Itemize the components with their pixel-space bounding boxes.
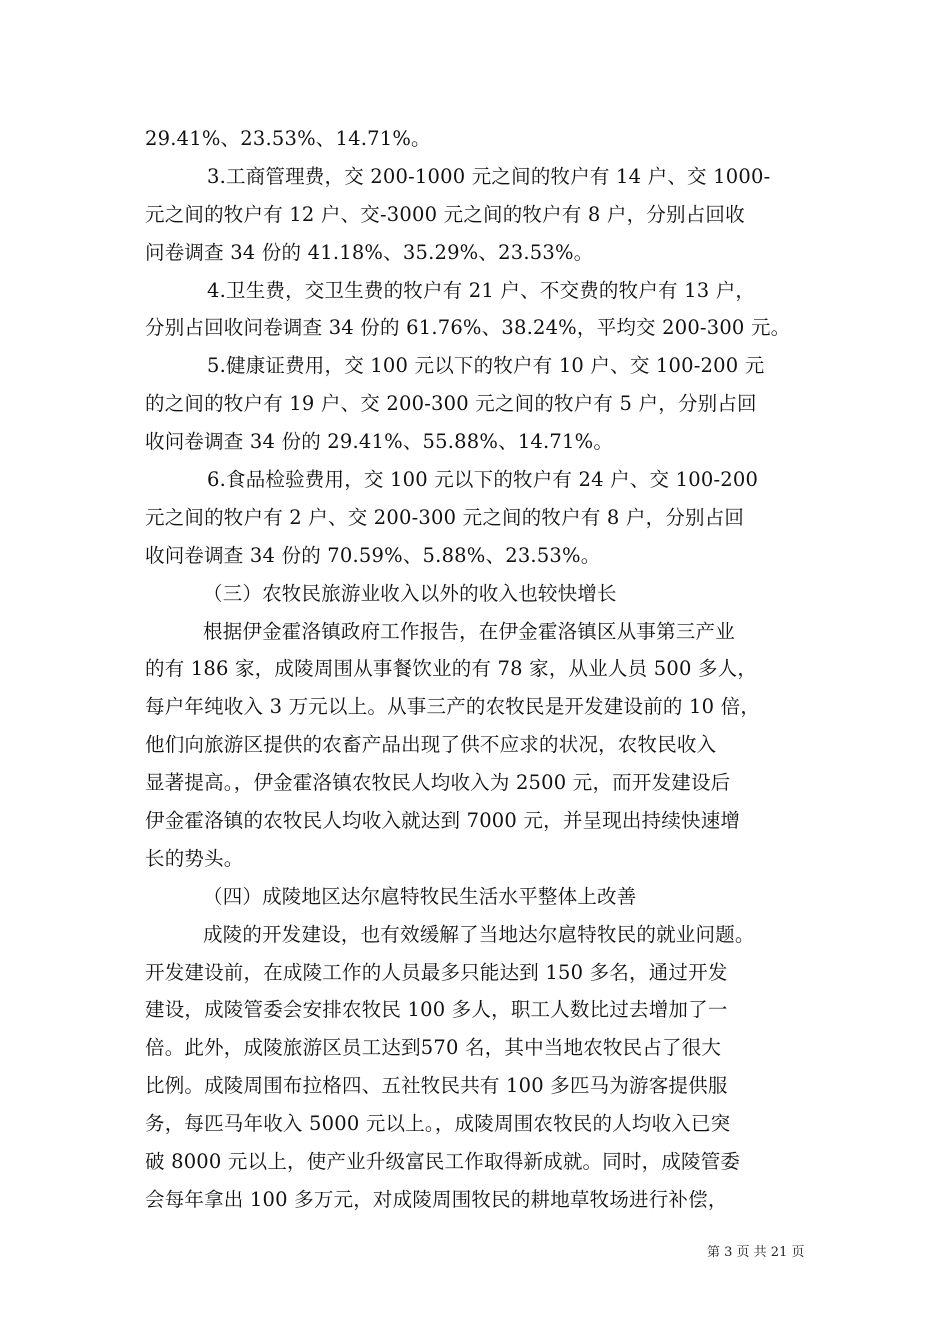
text-line: 分别占回收问卷调查 34 份的 61.76%、38.24%，平均交 200-300 元。	[145, 316, 791, 340]
document-body	[145, 120, 810, 1219]
text-line: 务，每匹马年收入 5000 元以上。，成陵周围农牧民的人均收入已突	[145, 1112, 731, 1136]
text-line: 29.41%、23.53%、14.71%。	[145, 127, 431, 150]
text-line: 破 8000 元以上，使产业升级富民工作取得新成就。同时，成陵管委	[145, 1150, 741, 1174]
text-line: 收问卷调查 34 份的 29.41%、55.88%、14.71%。	[145, 430, 614, 454]
text-line: 成陵的开发建设，也有效缓解了当地达尔扈特牧民的就业问题。	[203, 922, 755, 946]
page-number: 第 3 页 共 21 页	[707, 1245, 805, 1260]
text-line: 伊金霍洛镇的农牧民人均收入就达到 7000 元，并呈现出持续快速增	[145, 809, 741, 833]
text-line: 收问卷调查 34 份的 70.59%、5.88%、23.53%。	[145, 543, 601, 567]
text-line: 元之间的牧户有 12 户、交-3000 元之间的牧户有 8 户，分别占回收	[145, 202, 745, 226]
text-line: 会每年拿出 100 多万元，对成陵周围牧民的耕地草牧场进行补偿，	[145, 1187, 728, 1211]
text-line: 比例。成陵周围布拉格四、五社牧民共有 100 多匹马为游客提供服	[145, 1074, 728, 1098]
text-line: 元之间的牧户有 2 户、交 200-300 元之间的牧户有 8 户，分别占回	[145, 505, 745, 529]
text-line: 显著提高。，伊金霍洛镇农牧民人均收入为 2500 元，而开发建设后	[145, 771, 731, 795]
text-line: 问卷调查 34 份的 41.18%、35.29%、23.53%。	[145, 240, 594, 264]
text-line: 每户年纯收入 3 万元以上。从事三产的农牧民是开发建设前的 10 倍，	[145, 695, 761, 719]
text-line: 开发建设前，在成陵工作的人员最多只能达到 150 多名，通过开发	[145, 960, 728, 984]
text-line: 他们向旅游区提供的农畜产品出现了供不应求的状况，农牧民收入	[145, 733, 717, 757]
text-line: 6.食品检验费用，交 100 元以下的牧户有 24 户、交 100-200	[207, 468, 759, 492]
section-heading: （三）农牧民旅游业收入以外的收入也较快增长	[203, 581, 617, 605]
text-line: 5.健康证费用，交 100 元以下的牧户有 10 户、交 100-200 元	[207, 354, 765, 378]
text-line: 4.卫生费，交卫生费的牧户有 21 户、不交费的牧户有 13 户，	[207, 278, 756, 302]
text-line: 建设，成陵管委会安排农牧民 100 多人，职工人数比过去增加了一	[145, 998, 728, 1022]
text-line: 长的势头。	[145, 846, 244, 870]
text-line: 3.工商管理费，交 200-1000 元之间的牧户有 14 户、交 1000-	[207, 164, 771, 188]
text-line: 的之间的牧户有 19 户、交 200-300 元之间的牧户有 5 户，分别占回	[145, 392, 757, 416]
text-line: 倍。此外，成陵旅游区员工达到570 名，其中当地农牧民占了很大	[145, 1036, 722, 1060]
text-line: 的有 186 家，成陵周围从事餐饮业的有 78 家，从业人员 500 多人，	[145, 657, 758, 681]
section-heading: （四）成陵地区达尔扈特牧民生活水平整体上改善	[203, 884, 637, 908]
text-line: 根据伊金霍洛镇政府工作报告，在伊金霍洛镇区从事第三产业	[203, 619, 735, 643]
